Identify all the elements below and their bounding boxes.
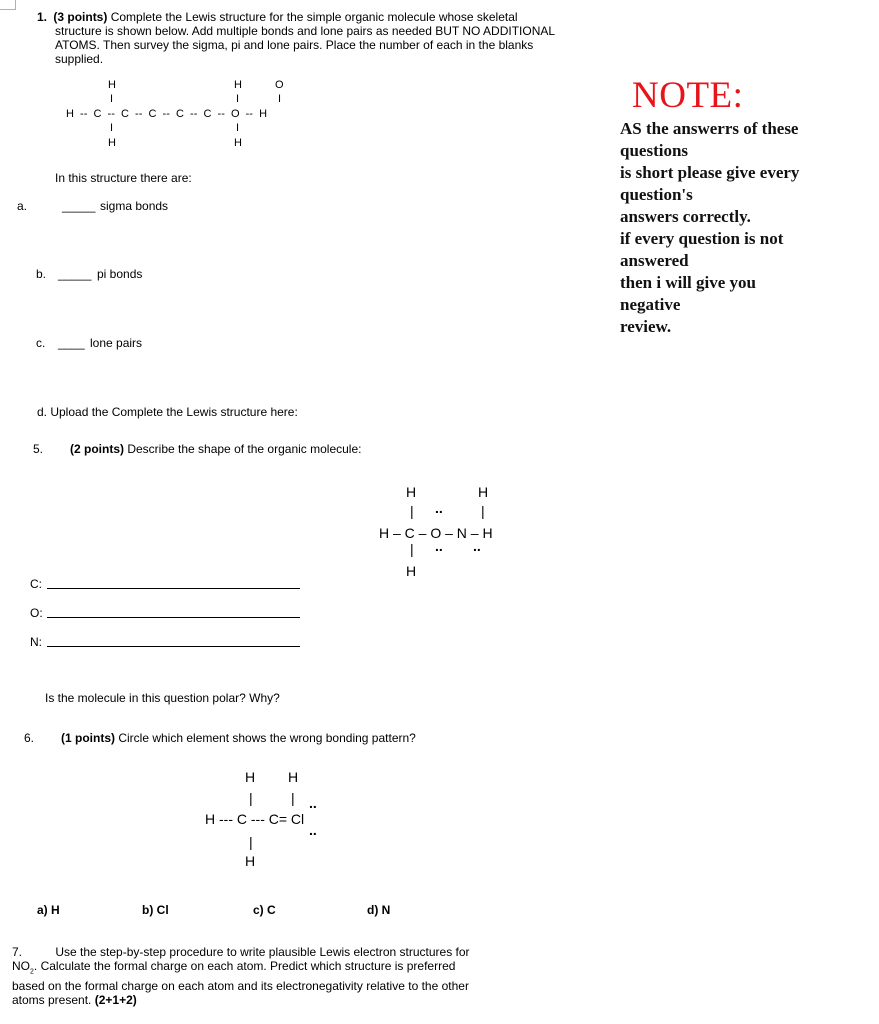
q1-c-blank[interactable]: ____: [58, 336, 85, 350]
q6-bar-1: |: [249, 790, 253, 806]
q5-n-answer-line[interactable]: [47, 646, 300, 647]
atom-h-bottom: H: [406, 563, 417, 579]
q1-atom-chain: H -- C -- C -- C -- C -- C -- O -- H: [66, 108, 268, 120]
note-line: if every question is not: [620, 229, 784, 248]
bond-bar-4: I: [110, 122, 114, 134]
q5-o-top-lone-pair: ..: [435, 500, 443, 516]
q6-option-a[interactable]: a) H: [37, 903, 60, 917]
note-line: answers correctly.: [620, 207, 751, 226]
bond-bar-1: I: [110, 93, 114, 105]
q5-polar-question: Is the molecule in this question polar? Why?: [45, 691, 280, 705]
q7-points: (2+1+2): [94, 993, 137, 1008]
q7-prompt: [12, 945, 512, 1007]
q1-points: (3 points): [53, 10, 108, 24]
q1-intro: In this structure there are:: [55, 171, 192, 185]
q6-points: (1 points): [61, 731, 115, 745]
q6-atom-h-2: H: [288, 769, 299, 785]
note-body: [620, 118, 835, 338]
q1-b-text: pi bonds: [97, 267, 143, 281]
q7-number: 7.: [12, 945, 23, 959]
q1-b-blank[interactable]: _____: [58, 267, 92, 281]
note-line: AS the answerrs of these: [620, 119, 799, 138]
atom-h-top-1: H: [108, 79, 116, 91]
q6-cl-top-lone-pair: ..: [309, 795, 317, 811]
q7-line-1: Use the step-by-step procedure to write plausible Lewis electron structures for: [55, 945, 470, 959]
q6-bar-2: |: [291, 790, 295, 806]
q1-b-label: b.: [36, 267, 47, 281]
q6-number: 6.: [24, 731, 35, 745]
atom-h-left-top: H: [406, 484, 417, 500]
q1-c-text: lone pairs: [90, 336, 143, 350]
q5-text: Describe the shape of the organic molecule:: [124, 442, 362, 456]
atom-h-right-top: H: [478, 484, 489, 500]
q7-formula-subscript: 2: [30, 968, 34, 976]
q5-n-bottom-lone-pair: ..: [473, 538, 481, 554]
q7-line-4: atoms present.: [12, 993, 95, 1008]
q5-n-label: N:: [30, 635, 42, 649]
q1-a-text: sigma bonds: [100, 199, 169, 213]
bond-bar-5: I: [236, 122, 240, 134]
q7-formula: NO: [12, 959, 30, 973]
q5-o-label: O:: [30, 606, 43, 620]
q6-cl-bottom-lone-pair: ..: [309, 822, 317, 838]
q6-text: Circle which element shows the wrong bonding pattern?: [115, 731, 416, 745]
bond-bar-2: I: [236, 93, 240, 105]
note-line: answered: [620, 251, 689, 270]
q1-prompt: [37, 10, 597, 66]
q1-a-label: a.: [17, 199, 28, 213]
q5-bar-bottom: |: [410, 541, 414, 557]
note-line: negative: [620, 295, 681, 314]
atom-o-top: O: [275, 79, 284, 91]
q1-number: 1.: [37, 10, 48, 24]
q7-line-2: . Calculate the formal charge on each atom. Predict which structure is preferred: [33, 959, 456, 973]
q5-number: 5.: [33, 442, 44, 456]
q5-c-label: C:: [30, 577, 42, 591]
q1-line-2: structure is shown below. Add multiple bonds and lone pairs as needed BUT NO ADDITIONAL: [55, 24, 556, 38]
atom-h-top-2: H: [234, 79, 242, 91]
q5-bar-right: |: [481, 503, 485, 519]
q6-option-d[interactable]: d) N: [367, 903, 391, 917]
q5-c-answer-line[interactable]: [47, 588, 300, 589]
corner-edit-icon: [0, 0, 16, 10]
note-line: then i will give you: [620, 273, 757, 292]
note-line: is short please give every: [620, 163, 800, 182]
q1-d-text: d. Upload the Complete the Lewis structure here:: [37, 405, 298, 419]
q6-option-b[interactable]: b) Cl: [142, 903, 169, 917]
q6-bar-3: |: [249, 834, 253, 850]
note-line: question's: [620, 185, 693, 204]
q1-a-blank[interactable]: _____: [62, 199, 96, 213]
q6-atom-h-3: H: [245, 853, 256, 869]
q7-line-3: based on the formal charge on each atom and its electronegativity relative to the other: [12, 979, 469, 994]
q5-points: (2 points): [70, 442, 124, 456]
q1-line-1: Complete the Lewis structure for the simple organic molecule whose skeletal: [107, 10, 518, 24]
q1-line-4: supplied.: [55, 52, 104, 66]
note-line: review.: [620, 317, 672, 336]
q6-atom-chain: H --- C --- C= Cl: [205, 811, 305, 827]
q5-bar-left: |: [410, 503, 414, 519]
q5-o-answer-line[interactable]: [47, 617, 300, 618]
q6-option-c[interactable]: c) C: [253, 903, 276, 917]
q1-line-3: ATOMS. Then survey the sigma, pi and lone pairs. Place the number of each in the blanks: [55, 38, 534, 52]
q5-atom-chain: H – C – O – N – H: [379, 525, 493, 541]
q6-atom-h-1: H: [245, 769, 256, 785]
atom-h-bottom-1: H: [108, 137, 116, 149]
bond-bar-3: I: [278, 93, 282, 105]
q5-o-bottom-lone-pair: ..: [435, 538, 443, 554]
note-title: NOTE:: [632, 75, 744, 116]
note-line: questions: [620, 141, 689, 160]
q1-c-label: c.: [36, 336, 46, 350]
atom-h-bottom-2: H: [234, 137, 242, 149]
